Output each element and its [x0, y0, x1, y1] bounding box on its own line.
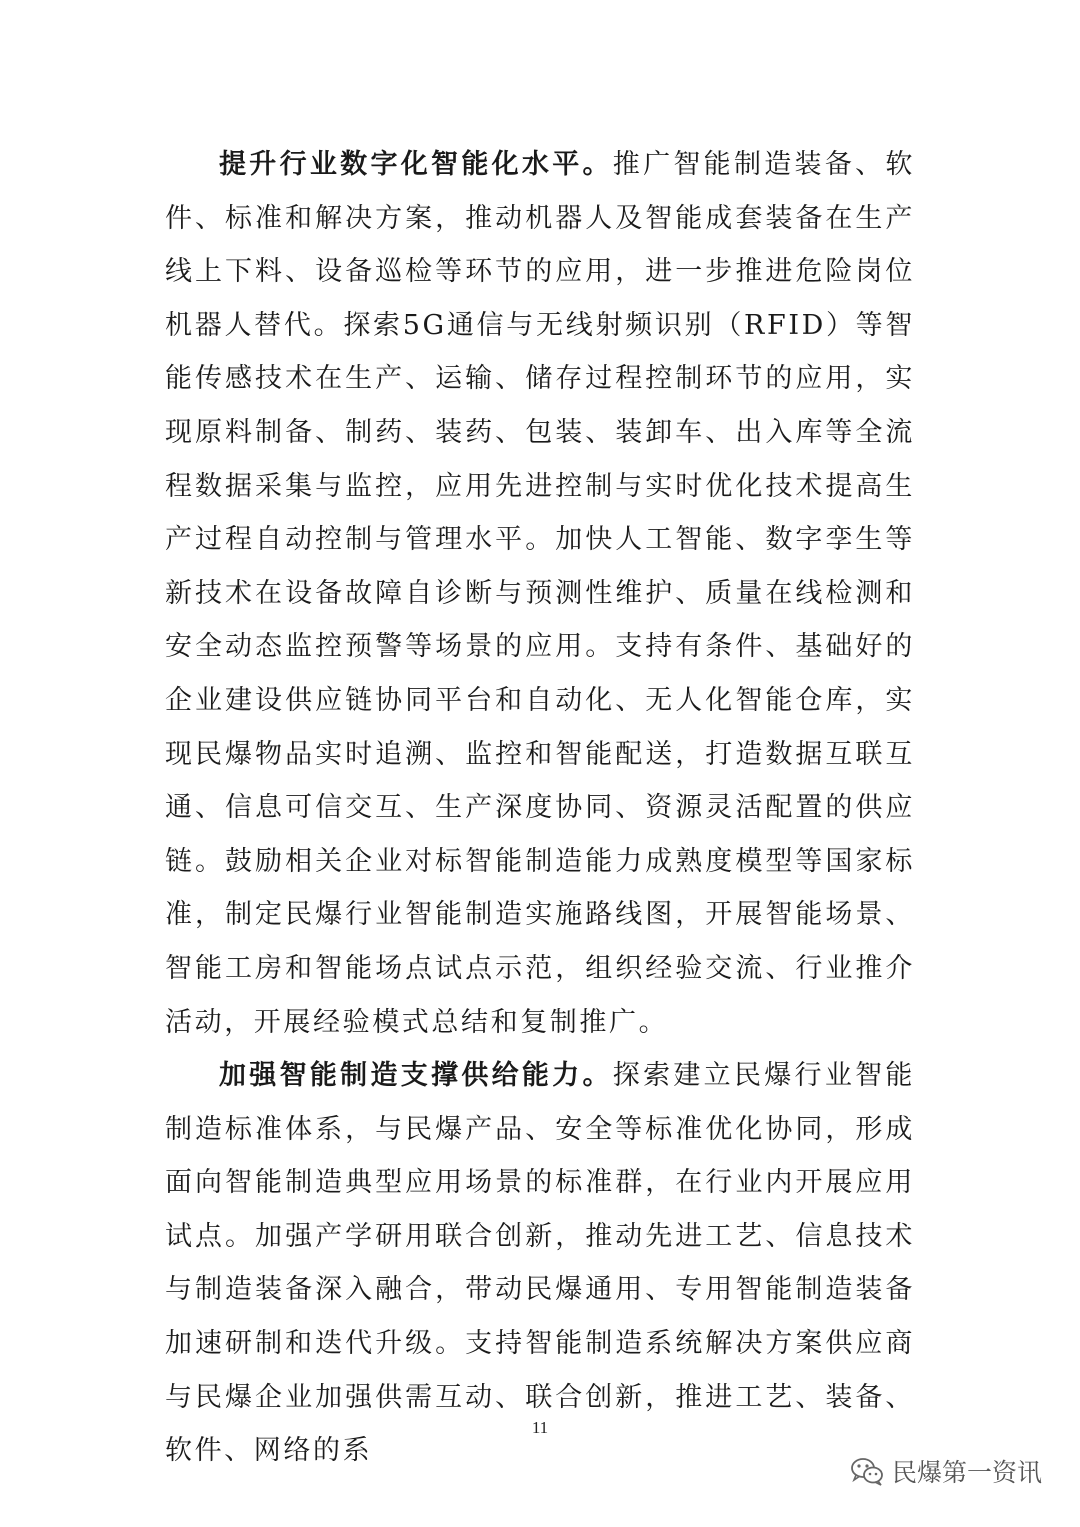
paragraph-lead-heading: 加强智能制造支撑供给能力。: [219, 1060, 613, 1092]
watermark-text: 民爆第一资讯: [891, 1458, 1042, 1487]
watermark: [850, 1453, 1042, 1489]
page-number: 11: [531, 1418, 549, 1437]
wechat-icon: [850, 1456, 884, 1486]
paragraph-supply-capability: [165, 1049, 915, 1478]
paragraph-text: 探索建立民爆行业智能制造标准体系，与民爆产品、安全等标准优化协同，形成面向智能制造典型应用场景的标准群，在行业内开展应用试点。加强产学研用联合创新，推动先进工艺、信息技术与制造装备深入融合，带动民爆通用、专用智能制造装备加速研制和迭代升级。支持智能制造系统解决方案供应商与民爆企业加强供需互动、联合创新，推进工艺、装备、软件、网络的系: [165, 1060, 915, 1467]
paragraph-lead-heading: 提升行业数字化智能化水平。: [219, 149, 613, 180]
document-body: [165, 138, 915, 1478]
paragraph-digital-intelligence: [165, 138, 915, 1049]
paragraph-text: 推广智能制造装备、软件、标准和解决方案，推动机器人及智能成套装备在生产线上下料、设备巡检等环节的应用，进一步推进危险岗位机器人替代。探索5G通信与无线射频识别（RFID）等智能传感技术在生产、运输、储存过程控制环节的应用，实现原料制备、制药、装药、包装、装卸车、出入库等全流程数据采集与监控，应用先进控制与实时优化技术提高生产过程自动控制与管理水平。加快人工智能、数字孪生等新技术在设备故障自诊断与预测性维护、质量在线检测和安全动态监控预警等场景的应用。支持有条件、基础好的企业建设供应链协同平台和自动化、无人化智能仓库，实现民爆物品实时追溯、监控和智能配送，打造数据互联互通、信息可信交互、生产深度协同、资源灵活配置的供应链。鼓励相关企业对标智能制造能力成熟度模型等国家标准，制定民爆行业智能制造实施路线图，开展智能场景、智能工房和智能场点试点示范，组织经验交流、行业推介活动，开展经验模式总结和复制推广。: [165, 149, 915, 1038]
